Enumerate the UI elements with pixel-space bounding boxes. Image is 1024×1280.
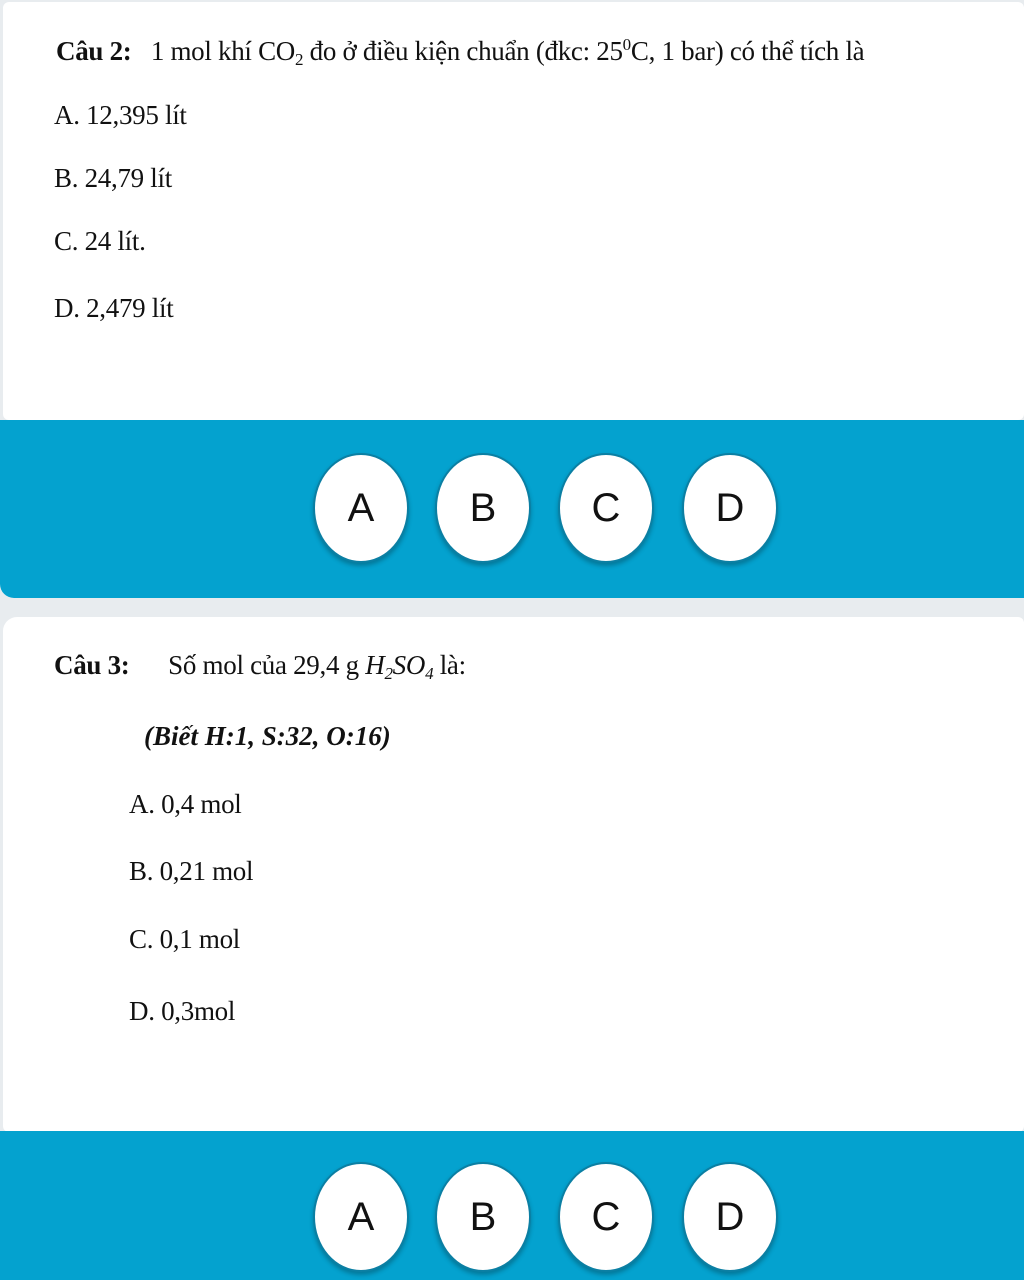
question-card-2 xyxy=(3,2,1024,420)
question-3-label: Câu 3: xyxy=(54,650,130,680)
answer-button-b[interactable]: B xyxy=(435,1162,531,1272)
answer-button-d[interactable]: D xyxy=(682,453,778,563)
formula-h-subscript: 2 xyxy=(384,664,393,683)
formula-so: SO xyxy=(392,650,426,680)
question-3-body-end: là: xyxy=(433,650,466,680)
question-2-label: Câu 2: xyxy=(56,36,132,66)
question-3-body-start: Số mol của 29,4 g xyxy=(168,650,366,680)
question-2-option-a: A. 12,395 lít xyxy=(54,100,187,130)
question-3-hint: (Biết H:1, S:32, O:16) xyxy=(144,721,391,751)
question-2-subscript: 2 xyxy=(295,50,304,69)
question-2-text xyxy=(56,36,864,67)
question-card-3 xyxy=(3,617,1024,1132)
question-2-option-b: B. 24,79 lít xyxy=(54,163,172,193)
question-2-option-d: D. 2,479 lít xyxy=(54,293,174,323)
answer-button-a[interactable]: A xyxy=(313,453,409,563)
answer-button-b[interactable]: B xyxy=(435,453,531,563)
question-2-option-c: C. 24 lít. xyxy=(54,226,146,256)
question-2-superscript: 0 xyxy=(622,35,631,54)
question-2-body-start: 1 mol khí CO xyxy=(150,36,295,66)
question-3-text xyxy=(54,650,466,681)
question-2-body-end: C, 1 bar) có thể tích là xyxy=(630,36,865,66)
answer-button-c[interactable]: C xyxy=(558,1162,654,1272)
question-2-body-mid: đo ở điều kiện chuẩn (đkc: 25 xyxy=(303,36,623,66)
answer-bar-question-3 xyxy=(0,1131,1024,1280)
answer-button-a[interactable]: A xyxy=(313,1162,409,1272)
formula-so-subscript: 4 xyxy=(425,664,434,683)
formula-h: H xyxy=(365,650,385,680)
answer-button-d[interactable]: D xyxy=(682,1162,778,1272)
answer-bar-question-2 xyxy=(0,420,1024,598)
question-3-option-c: C. 0,1 mol xyxy=(129,924,241,954)
answer-button-c[interactable]: C xyxy=(558,453,654,563)
question-3-option-a: A. 0,4 mol xyxy=(129,789,242,819)
question-3-option-b: B. 0,21 mol xyxy=(129,856,254,886)
question-3-option-d: D. 0,3mol xyxy=(129,996,236,1026)
